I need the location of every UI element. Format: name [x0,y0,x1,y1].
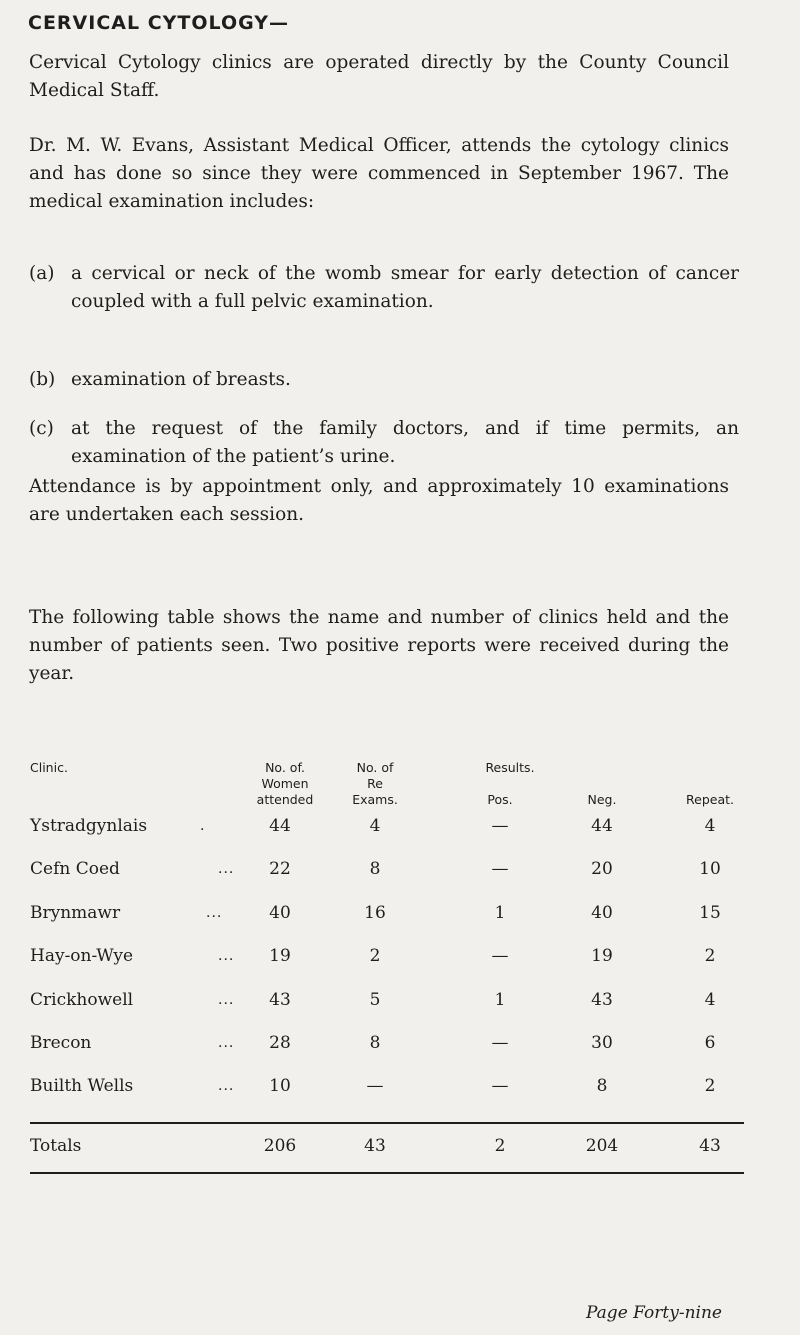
header-neg: Neg. [587,792,617,807]
paragraph-attendance: Attendance is by appointment only, and approximately 10 examinations are undertaken each session. [29,476,729,525]
list-item-label: (b) [29,369,56,390]
row-repeat-cell: 2 [704,946,716,966]
row-neg-cell: 20 [591,859,613,879]
header-clinic: Clinic. [30,760,68,775]
header-repeat: Repeat. [686,792,734,807]
row-clinic-name: Cefn Coed [30,859,120,879]
row-pos-cell: — [491,816,509,836]
paragraph-doctor: Dr. M. W. Evans, Assistant Medical Officer, attends the cytology clinics and has done so since they were commenced in September 1967. The medical examination includes: [29,135,729,212]
totals-reexams: 43 [364,1136,386,1156]
totals-pos: 2 [494,1136,506,1156]
leader-dots: ... [218,948,235,964]
totals-label: Totals [30,1136,82,1156]
row-reexams-cell: 8 [369,1033,381,1053]
row-repeat-cell: 4 [704,990,716,1010]
row-neg-cell: 44 [591,816,613,836]
totals-neg: 204 [585,1136,619,1156]
row-neg-cell: 40 [591,903,613,923]
list-item-text: at the request of the family doctors, and if time permits, an examination of the patient’s urine. [71,418,739,467]
leader-dots: ... [206,905,223,921]
totals-bottom-rule [30,1172,744,1174]
row-reexams-cell: — [366,1076,384,1096]
section-heading: CERVICAL CYTOLOGY— [28,12,290,34]
row-neg-cell: 43 [591,990,613,1010]
paragraph-intro: Cervical Cytology clinics are operated directly by the County Council Medical Staff. [29,52,729,101]
list-item-label: (a) [29,263,55,284]
row-clinic-name: Builth Wells [30,1076,134,1096]
row-clinic-name: Brynmawr [30,903,121,923]
row-reexams-cell: 5 [369,990,381,1010]
totals-women: 206 [263,1136,297,1156]
list-item-label: (c) [29,418,54,439]
row-women-cell: 40 [269,903,291,923]
row-women-cell: 10 [269,1076,291,1096]
row-women-cell: 22 [269,859,291,879]
row-pos-cell: — [491,859,509,879]
list-item-b [29,366,739,394]
header-results: Results. [485,760,535,775]
page-number: Page Forty-nine [586,1303,722,1323]
row-reexams-cell: 4 [369,816,381,836]
totals-repeat: 43 [699,1136,721,1156]
row-reexams-cell: 2 [369,946,381,966]
row-pos-cell: — [491,1033,509,1053]
header-women [240,760,330,808]
header-women-line: attended [256,792,314,807]
row-pos-cell: — [491,1076,509,1096]
paragraph-table-intro: The following table shows the name and number of clinics held and the number of patients seen. Two positive reports were received during the year. [29,607,729,684]
row-neg-cell: 19 [591,946,613,966]
header-reexams [335,760,415,808]
list-item-a [29,260,739,316]
header-women-line: No. of. [265,760,305,775]
header-reexams-line: No. of [356,760,394,775]
row-repeat-cell: 10 [699,859,721,879]
row-reexams-cell: 8 [369,859,381,879]
row-clinic-name: Ystradgynlais [30,816,148,836]
row-reexams-cell: 16 [364,903,386,923]
row-clinic-name: Hay-on-Wye [30,946,134,966]
leader-dots: ... [218,992,235,1008]
row-pos-cell: 1 [494,990,506,1010]
row-pos-cell: — [491,946,509,966]
list-item-text: examination of breasts. [71,369,291,390]
row-women-cell: 43 [269,990,291,1010]
header-pos: Pos. [487,792,513,807]
totals-top-rule [30,1122,744,1124]
list-item-c [29,415,739,471]
row-clinic-name: Crickhowell [30,990,134,1010]
row-repeat-cell: 2 [704,1076,716,1096]
row-women-cell: 28 [269,1033,291,1053]
list-item-text: a cervical or neck of the womb smear for early detection of cancer coupled with a full pelvic examination. [71,263,739,312]
row-pos-cell: 1 [494,903,506,923]
header-women-line: Women [261,776,309,791]
row-women-cell: 19 [269,946,291,966]
row-women-cell: 44 [269,816,291,836]
header-reexams-line: Exams. [352,792,398,807]
leader-dots: ... [218,861,235,877]
header-reexams-line: Re [367,776,383,791]
row-neg-cell: 8 [596,1076,608,1096]
row-repeat-cell: 6 [704,1033,716,1053]
row-neg-cell: 30 [591,1033,613,1053]
row-repeat-cell: 15 [699,903,721,923]
leader-dots: . [200,818,206,834]
leader-dots: ... [218,1078,235,1094]
leader-dots: ... [218,1035,235,1051]
row-repeat-cell: 4 [704,816,716,836]
row-clinic-name: Brecon [30,1033,92,1053]
